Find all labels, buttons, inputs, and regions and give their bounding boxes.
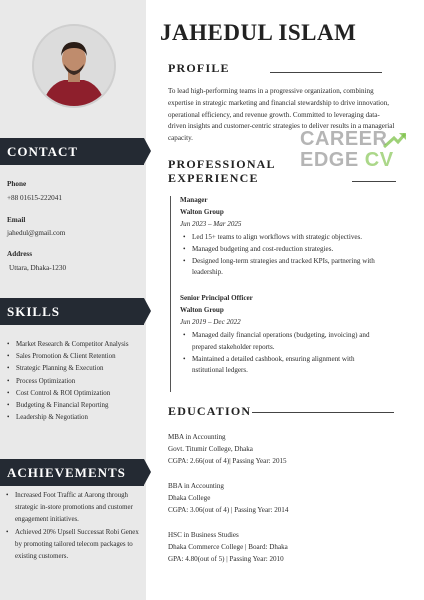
achievement-item: • Increased Foot Traffic at Aarong through strategic in-store promotions and customer engagement initiatives.: [6, 490, 140, 527]
job-bullet: • Designed long-term strategies and tracked KPIs, partnering with leadership.: [183, 256, 388, 280]
skill-item: • Cost Control & ROI Optimization: [7, 388, 145, 400]
job-bullet: • Managed daily financial operations (budgeting, invoicing) and prepared stakeholder reports.: [183, 330, 388, 354]
email-label: Email: [7, 216, 26, 224]
education-rule: [252, 412, 394, 413]
education-result: GPA: 4.80(out of 5) | Passing Year: 2010: [168, 555, 284, 564]
profile-rule: [270, 72, 382, 73]
watermark-cv: CV: [364, 149, 394, 171]
experience-heading-line1: PROFESSIONAL: [168, 157, 276, 171]
job-bullets: [183, 232, 388, 279]
education-heading: EDUCATION: [168, 404, 252, 418]
job-dates: Jun 2019 – Dec 2022: [180, 318, 241, 326]
profile-text: To lead high-performing teams in a progressive organization, combining expertise in strategic marketing and financial stewardship to drive innovation, operational efficiency, and revenue growth. Committed to leveraging data-driven insights and customer-centric strategies to deliver results in a managerial capacity.: [168, 87, 395, 143]
education-school: Dhaka Commerce College | Board: Dhaka: [168, 543, 288, 552]
job-company: Walton Group: [180, 306, 224, 314]
skill-item: • Sales Promotion & Client Retention: [7, 351, 145, 363]
experience-heading-line2: EXPERIENCE: [168, 171, 259, 185]
skill-item: • Strategic Planning & Execution: [7, 363, 145, 375]
experience-rule: [352, 181, 396, 182]
candidate-name: JAHEDUL ISLAM: [160, 20, 357, 45]
skill-item: • Leadership & Negotiation: [7, 412, 145, 424]
job-bullet: • Maintained a detailed cashbook, ensuring alignment with nstitutional ledgers.: [183, 354, 388, 378]
achievements-heading: ACHIEVEMENTS: [0, 459, 144, 486]
email-value[interactable]: jahedul@gmail.com: [7, 229, 66, 237]
watermark-line2: [300, 149, 394, 172]
address-value: Uttara, Dhaka-1230: [9, 264, 67, 272]
skill-item: • Budgeting & Financial Reporting: [7, 400, 145, 412]
education-entry: [168, 529, 398, 566]
phone-label: Phone: [7, 180, 27, 188]
job-bullet: • Led 15+ teams to align workflows with strategic objectives.: [183, 232, 388, 244]
achievements-list: [6, 490, 140, 563]
skill-item: • Market Research & Competitor Analysis: [7, 339, 145, 351]
achievement-item: • Achieved 20% Upsell Successat Robi Genex by promoting tailored telecom packages to existing customers.: [6, 527, 140, 564]
growth-arrow-icon: [382, 130, 408, 150]
education-entry: [168, 431, 398, 468]
job-title: Manager: [180, 196, 208, 204]
profile-heading: PROFILE: [168, 61, 230, 75]
job-bullets: [183, 330, 388, 377]
job-title: Senior Principal Officer: [180, 294, 253, 302]
education-school: Dhaka College: [168, 494, 211, 503]
contact-heading: CONTACT: [0, 138, 144, 165]
education-school: Govt. Titumir College, Dhaka: [168, 445, 253, 454]
education-degree: HSC in Business Studies: [168, 531, 239, 539]
job-company: Walton Group: [180, 208, 224, 216]
watermark-line1: CAREER: [300, 128, 388, 150]
phone-value[interactable]: +88 01615-222041: [7, 194, 62, 202]
job-dates: Jun 2023 – Mar 2025: [180, 220, 242, 228]
watermark-edge: EDGE: [300, 149, 359, 171]
skills-list: [7, 339, 145, 424]
skills-heading: SKILLS: [0, 298, 144, 325]
education-entry: [168, 480, 398, 517]
career-edge-cv-watermark: [300, 128, 410, 174]
education-result: CGPA: 2.66(out of 4)| Passing Year: 2015: [168, 457, 287, 466]
job-bullet: • Managed budgeting and cost-reduction strategies.: [183, 244, 388, 256]
profile-photo: [32, 24, 116, 108]
experience-timeline: [170, 196, 171, 392]
profile-photo-image: [34, 26, 114, 106]
education-degree: BBA in Accounting: [168, 482, 224, 490]
education-degree: MBA in Accounting: [168, 433, 226, 441]
education-result: CGPA: 3.06(out of 4) | Passing Year: 2014: [168, 506, 289, 515]
address-label: Address: [7, 250, 33, 258]
skill-item: • Process Optimization: [7, 376, 145, 388]
